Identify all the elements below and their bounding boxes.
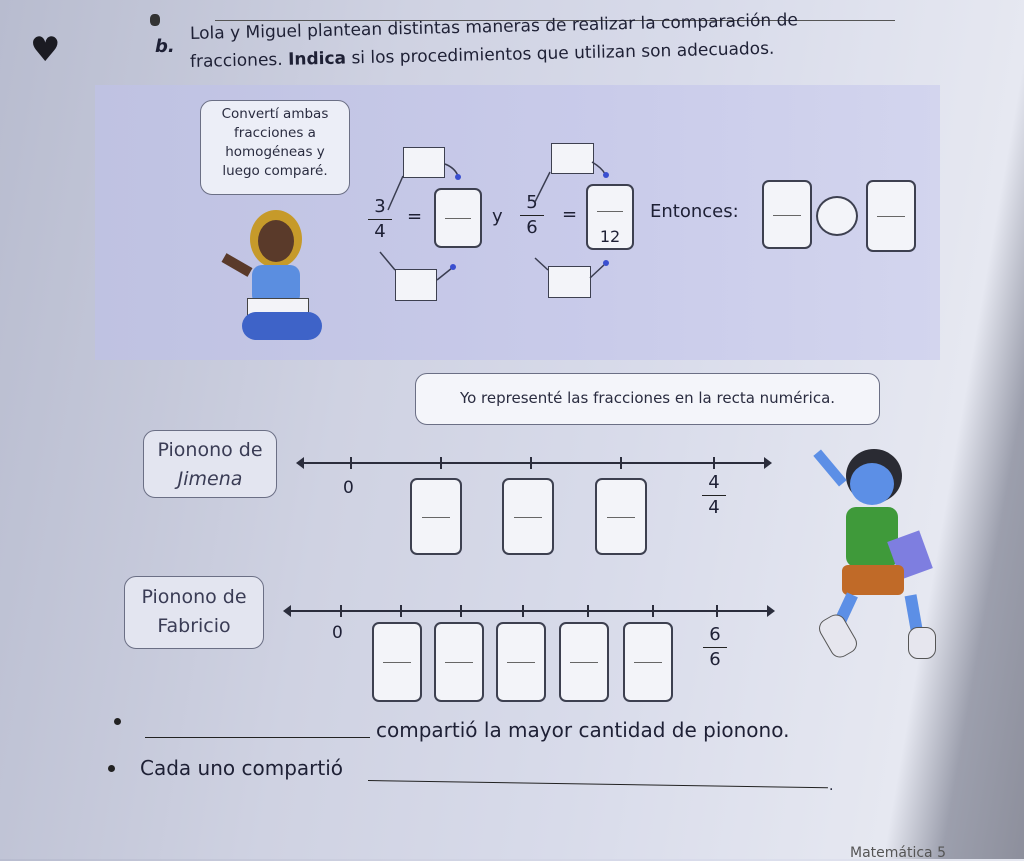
bubble-line: fracciones a bbox=[234, 125, 316, 141]
label-fabricio bbox=[124, 576, 264, 649]
denominator-12: 12 bbox=[599, 227, 621, 246]
denominator: 4 bbox=[374, 221, 386, 242]
comparison-circle[interactable] bbox=[816, 196, 858, 236]
label-line: Pionono de bbox=[141, 586, 247, 608]
arrow-icons bbox=[370, 140, 640, 310]
bullet bbox=[114, 718, 121, 725]
blank-fraction-box[interactable] bbox=[410, 478, 462, 555]
fraction-6-6 bbox=[703, 624, 727, 671]
lola-speech-bubble bbox=[200, 100, 350, 195]
miguel-speech-bubble: Yo representé las fracciones en la recta numérica. bbox=[415, 373, 880, 425]
question-2: Cada uno compartió bbox=[140, 756, 343, 780]
exercise-letter: b. bbox=[155, 36, 175, 57]
bubble-line: Convertí ambas bbox=[221, 106, 329, 122]
bubble-line: luego comparé. bbox=[222, 163, 328, 179]
question-1: compartió la mayor cantidad de pionono. bbox=[376, 718, 790, 742]
entonces-label: Entonces: bbox=[650, 201, 739, 222]
zero-label: 0 bbox=[343, 478, 354, 498]
comparison-right-box[interactable] bbox=[866, 180, 916, 252]
blank-fraction-box[interactable] bbox=[434, 622, 484, 702]
blank-fraction-box[interactable] bbox=[372, 622, 422, 702]
denominator: 6 bbox=[709, 649, 721, 670]
statement-line-1: Lola y Miguel plantean distintas maneras de realizar la comparación de bbox=[189, 10, 799, 44]
bullet bbox=[108, 765, 115, 772]
label-line: Fabricio bbox=[157, 615, 231, 637]
fraction-4-4 bbox=[702, 472, 726, 519]
statement-line-2 bbox=[190, 39, 775, 72]
boy-illustration bbox=[808, 445, 938, 660]
statement-text: si los procedimientos que utilizan son adecuados. bbox=[345, 38, 775, 69]
blank-fraction-box[interactable] bbox=[595, 478, 647, 555]
denominator: 6 bbox=[526, 217, 538, 238]
heart-icon: ♥ bbox=[30, 30, 61, 70]
girl-illustration bbox=[222, 210, 332, 345]
footer-subject: Matemática 5 bbox=[850, 845, 946, 861]
question-2-end: . bbox=[829, 778, 834, 794]
label-line: Pionono de bbox=[157, 439, 263, 461]
blank-fraction-box[interactable] bbox=[623, 622, 673, 702]
answer-line[interactable] bbox=[145, 737, 370, 738]
denominator: 4 bbox=[708, 497, 720, 518]
bubble-line: homogéneas y bbox=[225, 144, 325, 160]
statement-bold: Indica bbox=[287, 48, 347, 70]
equals-sign: = bbox=[407, 206, 423, 227]
ink-mark bbox=[150, 14, 160, 26]
number-line-jimena bbox=[300, 462, 768, 464]
blank-fraction-box[interactable] bbox=[496, 622, 546, 702]
blank-fraction-box[interactable] bbox=[559, 622, 609, 702]
numerator: 4 bbox=[708, 472, 720, 493]
comparison-left-box[interactable] bbox=[762, 180, 812, 249]
connector-y: y bbox=[492, 206, 503, 227]
zero-label: 0 bbox=[332, 623, 343, 643]
numerator: 6 bbox=[709, 624, 721, 645]
answer-line[interactable] bbox=[368, 780, 828, 788]
statement-text: fracciones. bbox=[189, 49, 289, 72]
label-jimena bbox=[143, 430, 277, 498]
label-line: Jimena bbox=[177, 468, 243, 490]
numerator: 5 bbox=[526, 192, 538, 213]
number-line-fabricio bbox=[287, 610, 771, 612]
numerator: 3 bbox=[374, 196, 386, 217]
equals-sign: = bbox=[562, 204, 578, 225]
blank-fraction-box[interactable] bbox=[502, 478, 554, 555]
